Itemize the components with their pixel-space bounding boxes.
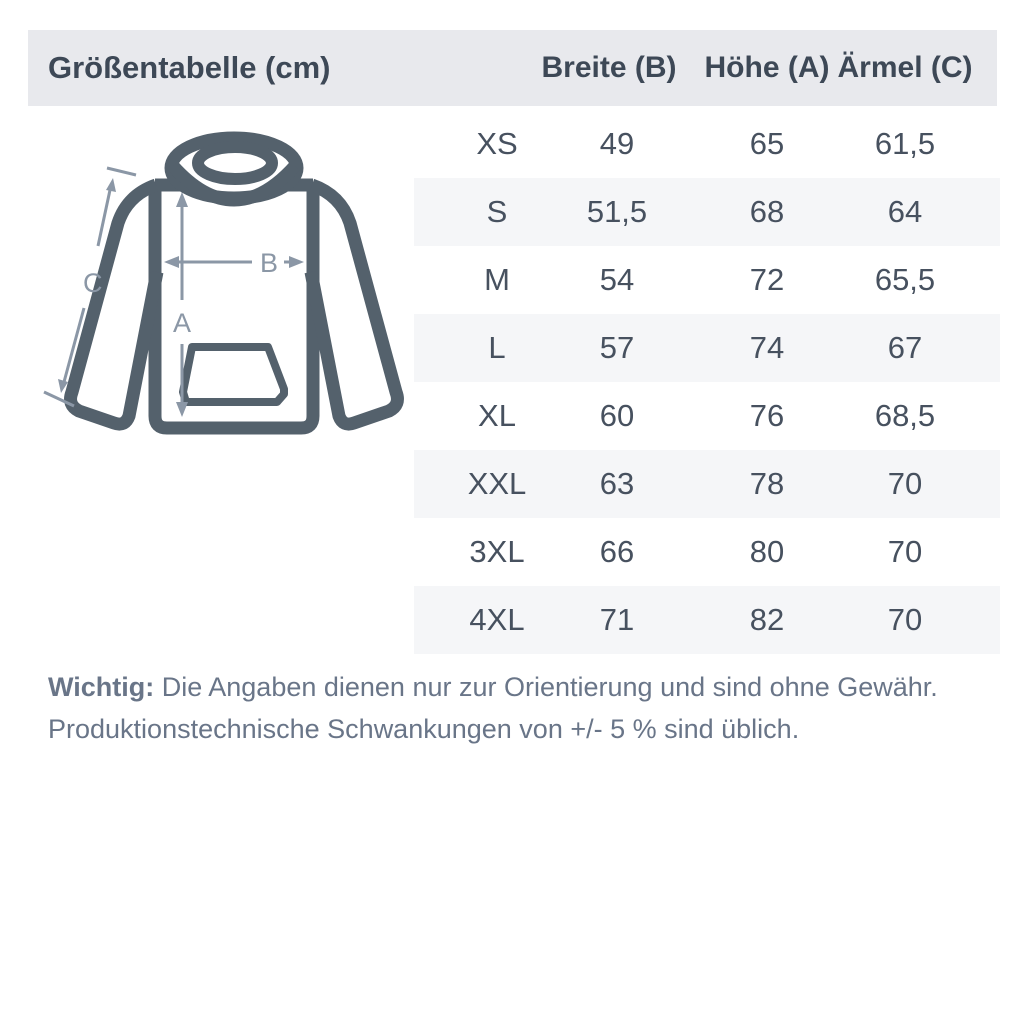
aermel-value: 61,5 <box>874 126 936 161</box>
breite-value: 54 <box>599 262 635 297</box>
table-row-m <box>414 246 1000 314</box>
size-label: 3XL <box>469 534 525 569</box>
hoehe-value: 72 <box>749 262 785 297</box>
size-label: S <box>486 194 508 229</box>
size-label: XL <box>478 398 516 433</box>
breite-value: 51,5 <box>586 194 648 229</box>
breite-value: 66 <box>599 534 635 569</box>
size-table <box>414 110 1000 654</box>
disclaimer-line2: Produktionstechnische Schwankungen von +/- 5 % sind üblich. <box>48 714 800 744</box>
breite-value: 60 <box>599 398 635 433</box>
aermel-value: 70 <box>887 534 923 569</box>
hoehe-value: 78 <box>749 466 785 501</box>
table-row-xxl <box>414 450 1000 518</box>
disclaimer-prefix: Wichtig: <box>48 672 155 702</box>
breite-value: 49 <box>599 126 635 161</box>
hoehe-value: 68 <box>749 194 785 229</box>
disclaimer-text <box>48 666 968 750</box>
size-label: M <box>484 262 510 297</box>
size-label: 4XL <box>469 602 525 637</box>
size-label: L <box>488 330 506 365</box>
hoehe-value: 82 <box>749 602 785 637</box>
column-header-hoehe: Höhe (A) <box>704 51 830 84</box>
aermel-value: 68,5 <box>874 398 936 433</box>
hoehe-value: 65 <box>749 126 785 161</box>
aermel-value: 70 <box>887 466 923 501</box>
table-header-band <box>28 30 997 106</box>
aermel-value: 67 <box>887 330 923 365</box>
table-row-s <box>414 178 1000 246</box>
dimension-label-c: C <box>83 268 103 298</box>
breite-value: 57 <box>599 330 635 365</box>
hoehe-value: 80 <box>749 534 785 569</box>
aermel-value: 70 <box>887 602 923 637</box>
table-row-xs <box>414 110 1000 178</box>
page-title: Größentabelle (cm) <box>48 50 331 85</box>
column-header-breite: Breite (B) <box>541 51 677 84</box>
aermel-value: 64 <box>887 194 923 229</box>
hoehe-value: 76 <box>749 398 785 433</box>
disclaimer-line1: Die Angaben dienen nur zur Orientierung und sind ohne Gewähr. <box>154 672 938 702</box>
aermel-value: 65,5 <box>874 262 936 297</box>
breite-value: 63 <box>599 466 635 501</box>
table-row-l <box>414 314 1000 382</box>
breite-value: 71 <box>599 602 635 637</box>
table-row-4xl <box>414 586 1000 654</box>
table-row-3xl <box>414 518 1000 586</box>
size-label: XXL <box>467 466 527 501</box>
column-header-aermel: Ärmel (C) <box>837 51 973 84</box>
hoodie-diagram-icon <box>30 130 420 480</box>
dimension-label-b: B <box>260 248 279 278</box>
dimension-label-a: A <box>173 308 192 338</box>
table-row-xl <box>414 382 1000 450</box>
size-label: XS <box>476 126 518 161</box>
hoehe-value: 74 <box>749 330 785 365</box>
